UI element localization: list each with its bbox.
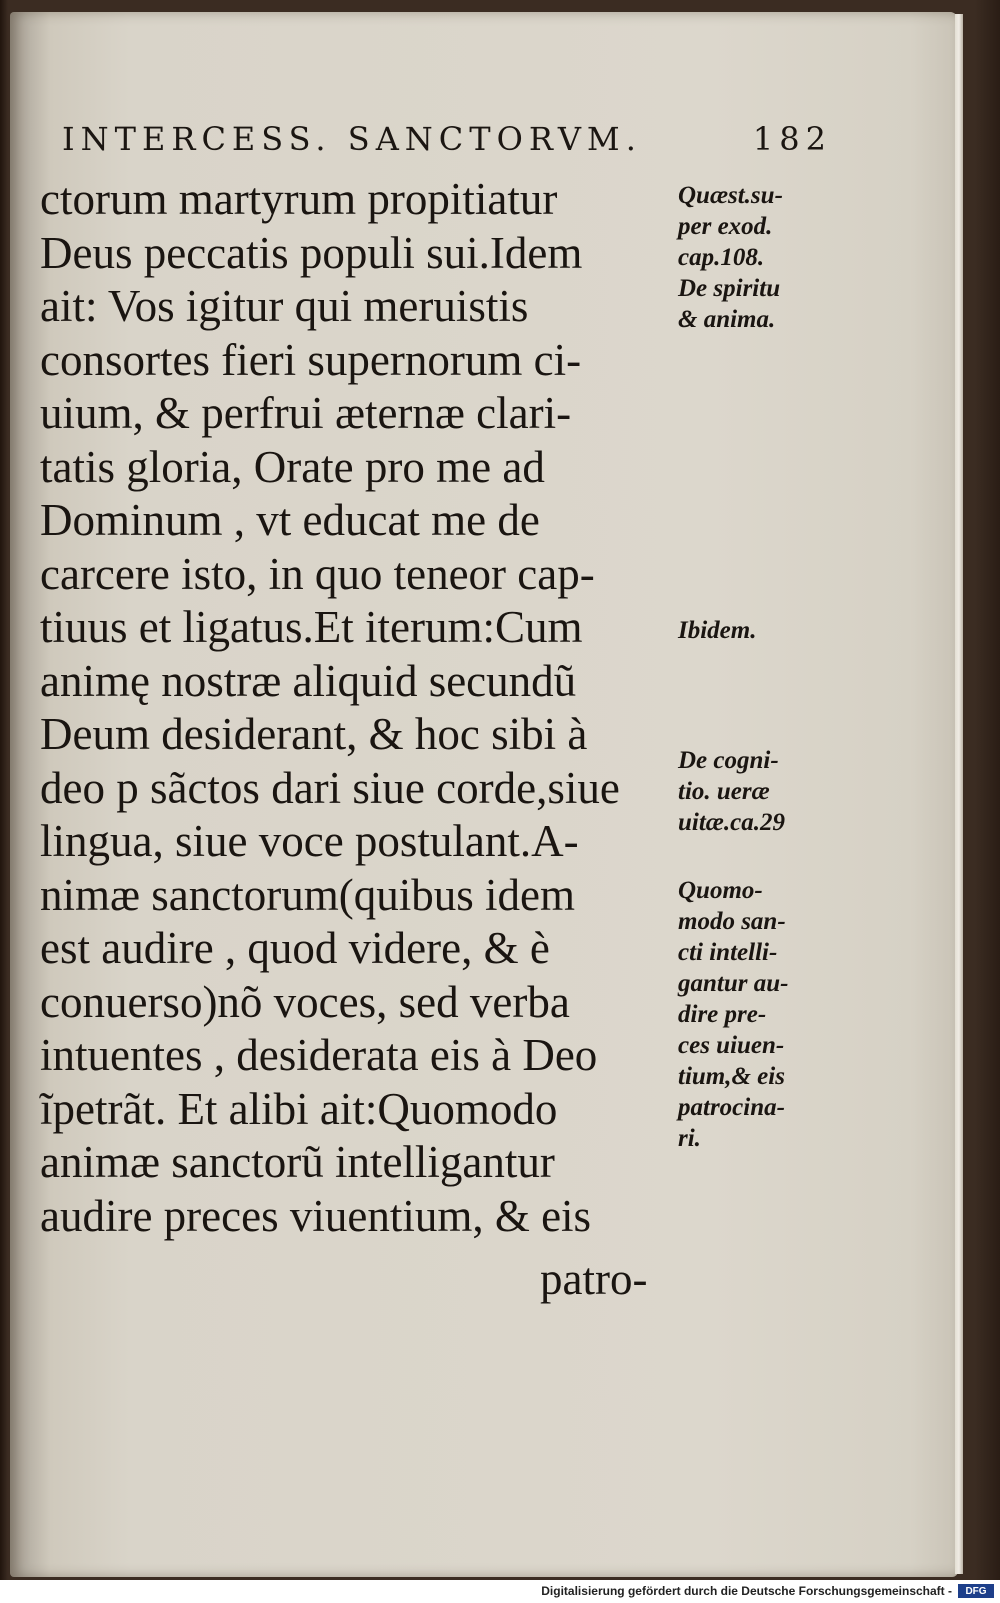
marginal-line: ces uiuen- [678,1032,785,1059]
text-line: intuentes , desiderata eis à Deo [40,1030,598,1080]
text-line: ait: Vos igitur qui meruistis [40,281,529,331]
digitization-footer [0,1580,1000,1603]
text-line: tiuus et ligatus.Et iterum:Cum [40,602,583,652]
marginal-line: De cogni- [678,747,779,774]
marginal-line: cap.108. [678,244,765,271]
page-edge [955,14,963,1574]
marginal-line: Quomo- [678,877,763,904]
marginal-line: tio. ueræ [678,778,770,805]
marginal-line: modo san- [678,908,786,935]
text-line: lingua, siue voce postulant.A- [40,816,579,866]
marginal-line: dire pre- [678,1001,767,1028]
marginal-note [678,180,848,335]
body-text [40,173,680,1243]
running-title: INTERCESS. SANCTORVM. [62,120,642,158]
marginal-line: ri. [678,1125,701,1152]
text-line: tatis gloria, Orate pro me ad [40,441,545,492]
dfg-logo: DFG [958,1584,994,1598]
marginal-line: De spiritu [678,275,781,302]
text-line: nimæ sanctorum(quibus idem [40,869,575,920]
text-line: deo p sãctos dari siue corde,siue [40,762,620,813]
text-line: ctorum martyrum propitiatur [40,174,558,224]
marginal-line: Quæst.su- [678,182,783,209]
text-line: est audire , quod videre, & è [40,923,550,973]
text-line: Dominum , vt educat me de [40,495,540,545]
text-line: Deus peccatis populi sui.Idem [40,227,583,278]
marginal-note [678,615,848,646]
marginal-line: tium,& eis [678,1063,785,1090]
text-line: animę nostræ aliquid secundũ [40,655,577,706]
text-line: audire preces viuentium, & eis [40,1190,592,1241]
marginal-line: patrocina- [678,1094,785,1121]
marginal-line: per exod. [678,213,773,240]
text-line: conuerso)nõ voces, sed verba [40,976,570,1027]
running-header [62,120,832,158]
marginal-line: Ibidem. [678,617,757,644]
marginal-note [678,875,848,1154]
page-number: 182 [752,120,832,158]
funding-credit: Digitalisierung gefördert durch die Deutsche Forschungsgemeinschaft - [541,1584,952,1598]
text-line: carcere isto, in quo teneor cap- [40,548,595,599]
marginal-line: cti intelli- [678,939,778,966]
marginal-line: uitæ.ca.29 [678,809,785,836]
text-line: consortes fieri supernorum ci- [40,334,582,385]
marginal-line: & anima. [678,306,776,333]
marginal-line: gantur au- [678,970,789,997]
text-line: ĩpetrãt. Et alibi ait:Quomodo [40,1083,558,1134]
text-line: animæ sanctorũ intelligantur [40,1137,555,1187]
text-line: uium, & perfrui æternæ clari- [40,388,572,438]
catchword: patro- [540,1254,648,1304]
text-line: Deum desiderant, & hoc sibi à [40,709,588,759]
marginal-note [678,745,848,838]
